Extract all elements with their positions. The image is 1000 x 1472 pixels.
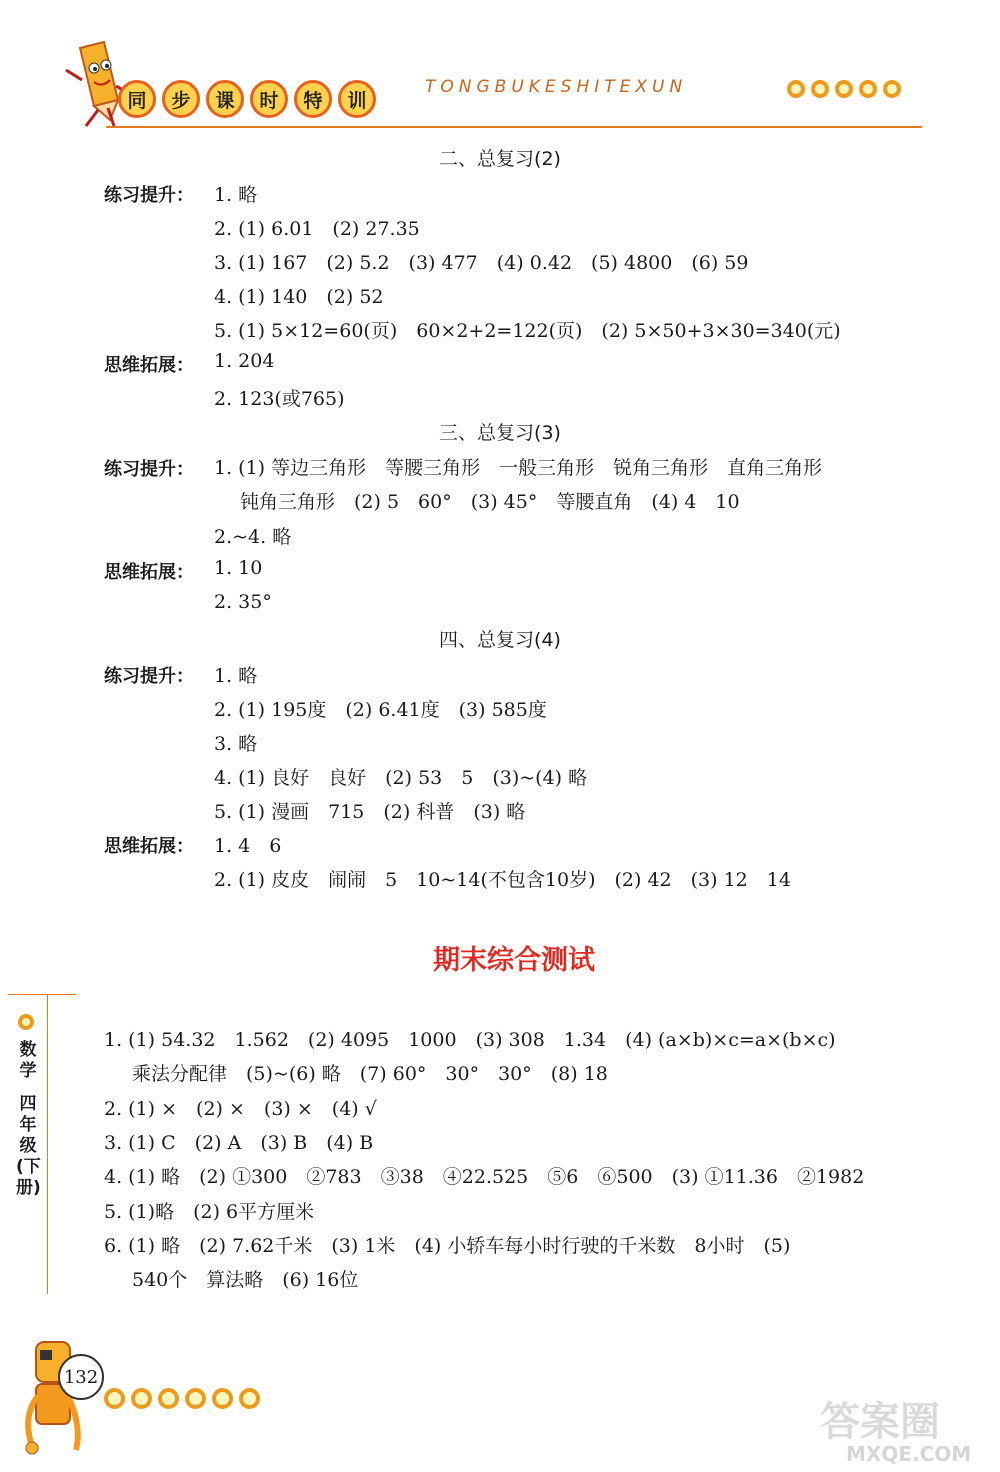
answer-line: 2. (1) 6.01 (2) 27.35 <box>214 218 420 240</box>
answer-line: 1. 204 <box>214 350 275 372</box>
answer-line: 1. 10 <box>214 557 263 579</box>
group-label: 练习提升： <box>104 459 194 480</box>
answer-line: 2. (1) × (2) × (3) × (4) √ <box>104 1098 377 1120</box>
title-char: 时 <box>250 80 288 118</box>
answer-line: 1. (1) 54.32 1.562 (2) 4095 1000 (3) 308 1.34 (4) (a×b)×c=a×(b×c) <box>104 1029 836 1051</box>
answer-line: 4. (1) 140 (2) 52 <box>214 286 384 308</box>
answer-line: 540个 算法略 (6) 16位 <box>132 1269 359 1291</box>
group-label: 练习提升： <box>104 185 194 206</box>
ring-dot-icon <box>185 1388 206 1409</box>
section-heading: 二、总复习(2) <box>439 148 561 170</box>
answer-line: 2. 123(或765) <box>214 388 345 410</box>
answer-line: 1. (1) 等边三角形 等腰三角形 一般三角形 锐角三角形 直角三角形 <box>214 457 823 479</box>
header-decoration <box>787 80 901 98</box>
answer-line: 4. (1) 略 (2) ①300 ②783 ③38 ④22.525 ⑤6 ⑥500 (3) ①11.36 ②1982 <box>104 1166 865 1188</box>
answer-line: 1. 略 <box>214 184 258 206</box>
answer-line: 5. (1) 5×12=60(页) 60×2+2=122(页) (2) 5×50+3×30=340(元) <box>214 320 841 342</box>
section-heading: 四、总复习(4) <box>439 629 561 651</box>
ring-dot-icon <box>787 80 805 98</box>
group-label: 思维拓展： <box>104 562 194 583</box>
group-label: 思维拓展： <box>104 836 194 857</box>
ring-dot-icon <box>859 80 877 98</box>
answer-line: 2. 35° <box>214 591 272 613</box>
sidebar-subject: 数学 <box>19 1040 37 1081</box>
answer-line: 2. (1) 皮皮 闹闹 5 10~14(不包含10岁) (2) 42 (3) 12 14 <box>214 869 791 891</box>
sidebar-divider <box>8 994 76 995</box>
watermark-url: MXQE.COM <box>846 1442 972 1466</box>
answer-line: 2. (1) 195度 (2) 6.41度 (3) 585度 <box>214 699 547 721</box>
answer-line: 6. (1) 略 (2) 7.62千米 (3) 1米 (4) 小轿车每小时行驶的千米数 8小时 (5) <box>104 1235 791 1257</box>
ring-dot-icon <box>239 1388 260 1409</box>
ring-dot-icon <box>158 1388 179 1409</box>
ring-dot-icon <box>212 1388 233 1409</box>
answer-line: 1. 略 <box>214 665 258 687</box>
watermark-logo: 答案圈 <box>820 1399 940 1445</box>
answer-line: 5. (1) 漫画 715 (2) 科普 (3) 略 <box>214 801 526 823</box>
robot-mascot-icon <box>22 1336 112 1456</box>
answer-line: 3. (1) 167 (2) 5.2 (3) 477 (4) 0.42 (5) 4800 (6) 59 <box>214 252 749 274</box>
group-label: 思维拓展： <box>104 355 194 376</box>
page-number: 132 <box>58 1354 104 1400</box>
answer-line: 3. 略 <box>214 733 258 755</box>
sidebar-divider <box>47 994 48 1294</box>
answer-line: 2.~4. 略 <box>214 526 292 548</box>
answer-line: 1. 4 6 <box>214 835 282 857</box>
answer-line: 钝角三角形 (2) 5 60° (3) 45° 等腰直角 (4) 4 10 <box>240 491 740 513</box>
footer-decoration <box>104 1388 260 1409</box>
ring-dot-icon <box>18 1014 34 1030</box>
ring-dot-icon <box>104 1388 125 1409</box>
ring-dot-icon <box>883 80 901 98</box>
ring-dot-icon <box>811 80 829 98</box>
title-char: 特 <box>294 80 332 118</box>
series-pinyin: TONGBUKESHITEXUN <box>425 77 688 97</box>
group-label: 练习提升： <box>104 666 194 687</box>
section-heading: 三、总复习(3) <box>439 422 561 444</box>
answer-line: 乘法分配律 (5)~(6) 略 (7) 60° 30° 30° (8) 18 <box>132 1063 608 1085</box>
answer-line: 3. (1) C (2) A (3) B (4) B <box>104 1132 374 1154</box>
answer-line: 5. (1)略 (2) 6平方厘米 <box>104 1201 315 1223</box>
title-char: 步 <box>162 80 200 118</box>
title-char: 训 <box>338 80 376 118</box>
title-char: 同 <box>118 80 156 118</box>
ring-dot-icon <box>835 80 853 98</box>
answer-line: 4. (1) 良好 良好 (2) 53 5 (3)~(4) 略 <box>214 767 588 789</box>
ring-dot-icon <box>131 1388 152 1409</box>
sidebar-grade: 四年级(下册) <box>16 1094 41 1198</box>
final-test-heading: 期末综合测试 <box>433 945 595 976</box>
header-divider <box>106 126 922 128</box>
series-title <box>118 80 376 118</box>
title-char: 课 <box>206 80 244 118</box>
